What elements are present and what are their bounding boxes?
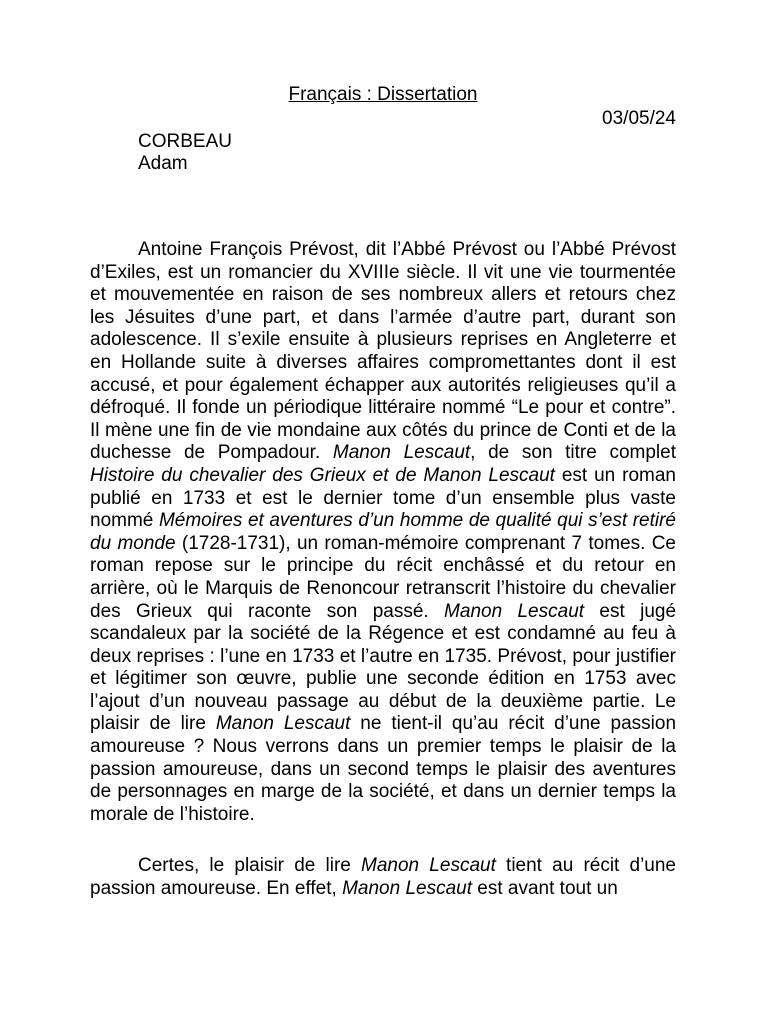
book-title: Mémoires et aventures d’un homme de qualité qui s’est retiré du monde <box>90 510 677 554</box>
author-first-name: Adam <box>138 153 188 174</box>
text-run: , de son titre complet <box>470 442 677 464</box>
text-run: (1728-1731), un roman-mémoire comprenant 7 tomes. Ce roman repose sur le principe du récit enchâssé et du retour en arrière, où le Marquis de Renoncour retranscrit l’histoire du chevalier des Grieux qui raconte son passé. <box>90 532 676 622</box>
text-run: tient au récit d’une passion amoureuse. En effet, <box>90 855 677 900</box>
text-run: Antoine François Prévost, dit l’Abbé Prévost ou l’Abbé Prévost d’Exiles, est un romancier du XVIIIe siècle. Il vit une vie tourmentée et mouvementée en raison de ses nombreux allers et retours chez les Jésuites d’une part, et dans l’armée d’autre part, durant son adolescence. Il s’exile ensuite à plusieurs reprises en Angleterre et en Hollande suite à diverses affaires compromettantes dont il est accusé, et pour également échapper aux autorités religieuses qu’il a défroqué. Il fonde un périodique littéraire nommé “Le pour et contre”. Il mène une fin de vie mondaine aux côtés du prince de Conti et de la duchesse de Pompadour. <box>90 239 676 464</box>
introduction-paragraph <box>90 239 676 826</box>
book-title: Manon Lescaut <box>444 600 585 622</box>
body-paragraph <box>90 855 676 900</box>
text-run: est un roman publié en 1733 et est le dernier tome d’un ensemble plus vaste nommé <box>90 464 676 532</box>
document-title: Français : Dissertation <box>288 84 478 105</box>
text-run: est avant tout un <box>472 878 618 900</box>
text-run: est jugé scandaleux par la société de la Régence et est condamné au feu à deux reprises : l’une en 1733 et l’autre en 1735. Prévost, pour justifier et légitimer son œuvre, publie une seconde édition en 1753 avec l’ajout d’un nouveau passage au début de la deuxième partie. Le plaisir de lire <box>90 600 677 735</box>
text-run: ne tient-il qu’au récit d’une passion amoureuse ? Nous verrons dans un premier temps le plaisir de la passion amoureuse, dans un second temps le plaisir des aventures de personnages en marge de la société, et dans un dernier temps la morale de l’histoire. <box>90 713 677 825</box>
document-page <box>90 84 676 901</box>
book-title: Manon Lescaut <box>332 442 471 464</box>
book-title: Manon Lescaut <box>361 855 496 877</box>
book-title: Manon Lescaut <box>342 878 473 900</box>
book-title: Histoire du chevalier des Grieux et de Manon Lescaut <box>90 464 555 486</box>
book-title: Manon Lescaut <box>215 713 351 735</box>
document-date: 03/05/24 <box>602 108 676 129</box>
text-run: Certes, le plaisir de lire <box>138 855 362 877</box>
author-last-name: CORBEAU <box>138 131 232 152</box>
